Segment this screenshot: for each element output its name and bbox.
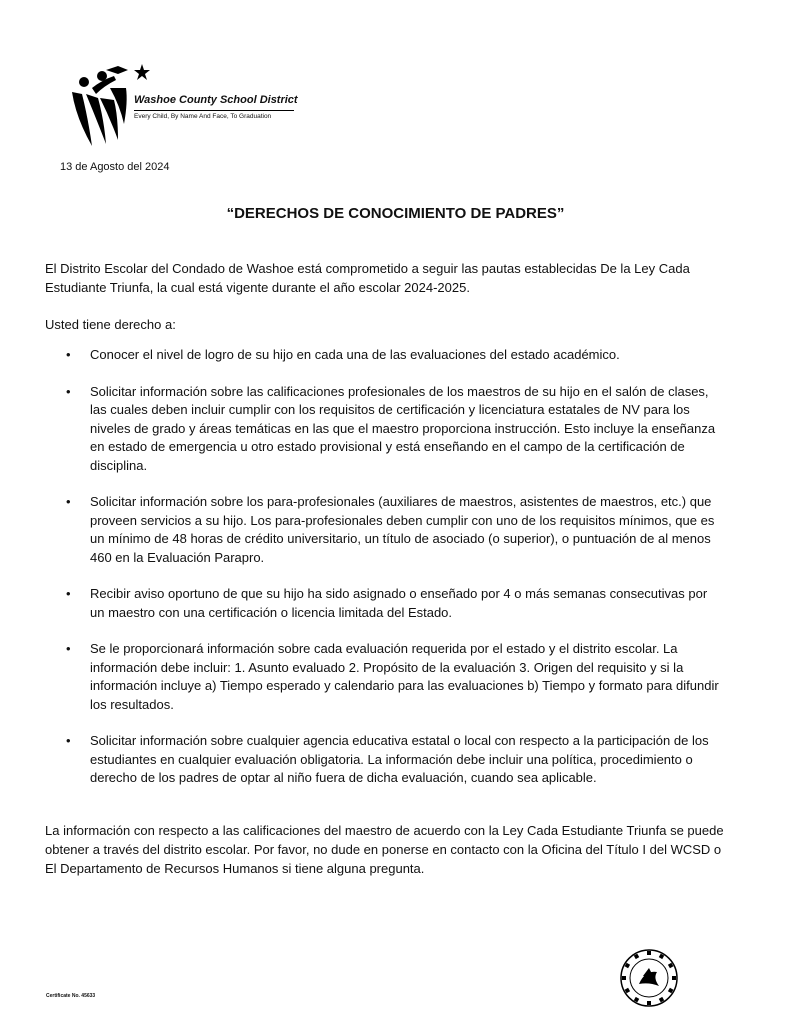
org-tagline: Every Child, By Name And Face, To Graduation	[134, 113, 272, 120]
list-item-text: Solicitar información sobre las calificaciones profesionales de los maestros de su hijo en el salón de clases, las cuales deben incluir cumplir con los requisitos de certificación y licenciatura estatales de NV para los niveles de grado y áreas temáticas en las que el maestro proporciona instrucción. Esto incluye la enseñanza en estado de emergencia u otro estado provisional y está enseñando en el campo de la certificación de disciplina.	[90, 383, 716, 473]
rights-list	[45, 337, 725, 788]
list-item	[45, 383, 725, 476]
bullet-icon: •	[66, 641, 71, 656]
district-logo	[66, 58, 306, 150]
rights-heading: Usted tiene derecho a:	[45, 317, 176, 332]
bullet-icon: •	[66, 733, 71, 748]
bullet-icon: •	[66, 586, 71, 601]
list-item	[45, 346, 725, 365]
list-item	[45, 640, 725, 714]
list-item-text: Se le proporcionará información sobre cada evaluación requerida por el estado y el distrito escolar. La información debe incluir: 1. Asunto evaluado 2. Propósito de la evaluación 3. Origen del requisito y si la información incluye a) Tiempo esperado y calendario para las evaluaciones b) Tiempo y formato para difundir los resultados.	[90, 641, 719, 712]
bullet-icon: •	[66, 347, 71, 362]
intro-paragraph: El Distrito Escolar del Condado de Washoe está comprometido a seguir las pautas establecidas De la Ley Cada Estudiante Triunfa, la cual está vigente durante el año escolar 2024-2025.	[45, 261, 690, 295]
org-name: Washoe County School District	[134, 94, 298, 106]
list-item-text: Conocer el nivel de logro de su hijo en cada una de las evaluaciones del estado académico.	[90, 347, 620, 362]
list-item	[45, 493, 725, 567]
bullet-icon: •	[66, 494, 71, 509]
list-item	[45, 732, 725, 788]
bullet-icon: •	[66, 383, 71, 399]
closing-paragraph: La información con respecto a las calificaciones del maestro de acuerdo con la Ley Cada Estudiante Triunfa se puede obtener a través del distrito escolar. Por favor, no dude en ponerse en contacto con la Oficina del Título I del WCSD o El Departamento de Recursos Humanos si tiene alguna pregunta.	[45, 823, 724, 876]
list-item-text: Solicitar información sobre los para-profesionales (auxiliares de maestros, asistentes de maestros, etc.) que proveen servicios a su hijo. Los para-profesionales deben cumplir con uno de los requisitos mínimos, que es un mínimo de 48 horas de crédito universitario, un título de asociado (o superior), o puntuación de al menos 460 en la Evaluación Parapro.	[90, 494, 715, 565]
logo-rule	[134, 110, 294, 111]
letter-date: 13 de Agosto del 2024	[60, 161, 170, 173]
list-item-text: Recibir aviso oportuno de que su hijo ha sido asignado o enseñado por 4 o más semanas consecutivas por un maestro con una certificación o licencia limitada del Estado.	[90, 586, 708, 620]
list-item	[45, 585, 725, 622]
certificate-number: Certificate No. 45633	[46, 993, 96, 999]
page-title: “DERECHOS DE CONOCIMIENTO DE PADRES”	[226, 205, 565, 222]
union-seal-icon	[619, 948, 679, 1008]
list-item-text: Solicitar información sobre cualquier agencia educativa estatal o local con respecto a la participación de los estudiantes en cualquier evaluación obligatoria. La información debe incluir una política, procedimiento o derecho de los padres de optar al niño fuera de dicha evaluación, cuando sea aplicable.	[90, 733, 709, 785]
